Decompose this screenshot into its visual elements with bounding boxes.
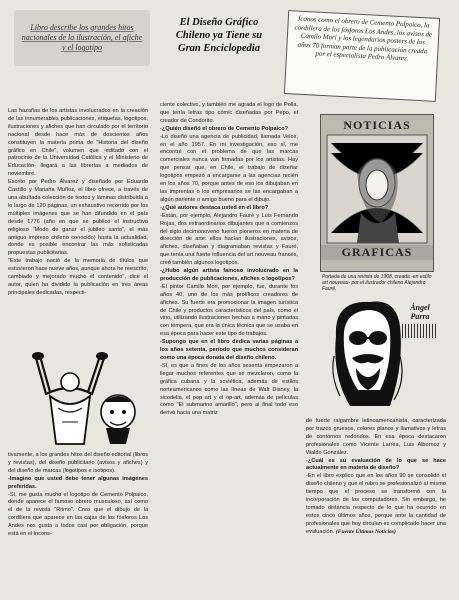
question: -¿Cuál es su evaluación de lo que se hace actualmente en materia de diseño? — [306, 457, 446, 472]
paragraph: ciente colectivo, y también me agrada el logo de Polla, que tenía letras tipo cómic diseñadas por Pepo, el creador de Condorito. — [160, 102, 298, 124]
answer: -Sí, me gusta mucho el logotipo de Cemento Polpaico, donde aparece el famoso obrero musculoso, así como el de la revista "Ritmo". Creo que el dibujo de la cordillera que aparece en las cajas de los fósforos Los Andes nos gusta a todos casi por obligación, porque está en el incons- — [8, 491, 148, 538]
paragraph: Escrito por Pedro Álvarez y diseñado por Eduardo Castillo y Mariana Muñoz, el libro ofrece, a través de una abultada colección de textos y láminas distribuida a lo largo de 120 páginas, un exhaustivo recorrido por los múltiples imágenes que se han difundido en el país desde 1776 (año en que se publicó el instructivo religioso "Modo de ganar el jubileo santo", el más antiguo impreso chileno conocido) hasta la actualidad, donde es posible encontrar las más sofisticadas propuestas publicitarias. — [8, 179, 148, 257]
paragraph: "Este trabajo nació de la memoria de títulos que estuvieron hace nueve años, aunque ahora he reescrito, cambiado y mejorado mucho el contenido", dice el autor, quien ha dividido la publicación en tres áreas principales dedicadas, respecti- — [8, 258, 148, 296]
cover-bottom-title: GRAFICAS — [321, 245, 433, 260]
column-1-bottom-text — [8, 452, 148, 539]
question: -Imagino que usted debe tener algunas imágenes preferidas. — [8, 475, 148, 490]
paragraph: tivamente, a los grandes hitos del diseño editorial (libros y revistas), del diseño publicitario (avisos y afiches) y del diseño de marcas (logotipos e isotipos). — [8, 452, 148, 474]
question: -¿Hubo algún artista famoso involucrado en la producción de publicaciones, afiches o logotipos? — [160, 268, 298, 282]
question: -Supongo que en el libro dedica varias páginas a los años setenta, período que muchos consideran como una época dorada del diseño chileno. — [160, 339, 298, 361]
answer: -Lo diseñó una agencia de publicidad, llamada Velox, en el año 1957. En mi investigación, eso sí, me encontré con el problema de que las marcas comerciales nunca van firmadas por los artistas. Hay que pensar que, en Chile, el trabajo de diseñar logotipos empezó a encargarse a las agencias recién en los años 70, porque antes de eso los dibujaban en las imprentas o los empresarios se las encargaban a algún pariente o amigo bueno para el dibujo. — [160, 133, 298, 203]
intro-quote-box: Íconos como el obrero de Cemento Polpaico, la cordillera de los fósforos Los Andes, los avisos de Camilo Mori y los legendarios posters de los años 70 forman parte de la publicación creada por el especialista Pedro Álvarez. — [284, 10, 440, 102]
question: -¿Qué autores destaca usted en el libro? — [160, 204, 269, 211]
paragraph: Las hazañas de los artistas involucrados en la creación de las innumerables publicaciones, etiquetas, logotipos, ilustraciones y afiches que han circulado por el territorio nacional desde hace más de doscientos años constituyen la materia prima de "Historia del diseño gráfico en Chile", volumen que -editado con el patrocinio de la Universidad Católica y el Ministerio de Educación- llegará a las librerías a mediados de noviembre. — [8, 108, 148, 178]
poster-title-line-1: Ángel — [410, 303, 430, 312]
cover-title: NOTICIAS — [343, 118, 411, 132]
poster-title — [402, 304, 438, 338]
answer: -El pintor Camilo Mori, por ejemplo, fue, durante los años 40, uno de los más prolíficos creadores de afiches. Su fuerte era promocionar la imagen turística de Chile y productos característicos del país, como el vino, utilizando ilustraciones hechas a mano y pintadas con témpera, que era la única técnica que se usaba en esa época para hacer este tipo de trabajos. — [160, 283, 298, 338]
left-banner — [14, 10, 150, 66]
article-title: El Diseño Gráfico Chileno ya Tiene su Gran Enciclopedia — [175, 17, 263, 54]
question: -¿Quién diseñó el obrero de Cemento Polpaico? — [160, 125, 289, 132]
answer: -Están, por ejemplo, Alejandro Fauré y Luis Fernando Rojas, dos extraordinarios dibujantes que a comienzos del siglo decimonoveno fueron pioneros en materia de dirección de arte: ellos hacían ilustraciones, avisos, afiches, diseñaban y diagramaban revistas y Fauré, que tenía una fuerte influencia del art nouveau francés, creó también algunos logotipos. — [160, 212, 298, 267]
answer — [306, 473, 446, 536]
left-banner-text: Libro describe los grandes hitos nacionales de la ilustración, el afiche y el logotipo — [21, 22, 143, 53]
column-1-top-text — [8, 108, 148, 298]
column-2-text — [160, 102, 298, 418]
column-3-text — [306, 418, 446, 537]
angel-parra-poster — [330, 296, 438, 410]
paragraph: de fuerte raigambre latinoamericanista, caracterizada por trazos gruesos, colores planos y llamativos y letras de contornos redondos. En esa época destacaron profesionales como Vicente Larrea, Luis Albornoz y Waldo González. — [306, 418, 446, 456]
noticias-graficas-cover — [320, 114, 434, 272]
poster-detail — [402, 324, 438, 338]
figure-1-caption: Portada de una revista de 1908, creada -en estilo art nouveau- por el ilustrador chileno Alejandro Fauré. — [322, 274, 432, 293]
art-nouveau-figure-icon — [321, 133, 433, 245]
polpaico-worker-illustration — [22, 352, 140, 448]
answer: -Sí, es que a fines de los años sesenta empezaron a llegar muchos referentes que se mezclaron, como la gráfica cubana y la soviética, además de estilos norteamericanos como las líneas de Walt Disney, la sicodelia, el pop art y el op-art, además de películas como "El submarino amarillo", pero al final todo eso derivó hacia una matriz — [160, 362, 298, 417]
poster-title-line-2: Parra — [410, 311, 430, 321]
worker-figure-icon — [22, 352, 140, 448]
answer-text: -En el libro explico que en los años 90 se consolidó el diseño chileno y que el rubro se profesionalizó al mismo tiempo que el proceso se transformó con la incorporación de los computadores. Sin embargo, he tomado distancia respecto de lo que ha ocurrido en estos cinco últimos años, porque ante la cantidad de profesionales que hoy circulan es complicado hacer una evaluación. — [306, 473, 446, 535]
source-credit: (Fuente Últimas Noticias) — [335, 528, 396, 535]
